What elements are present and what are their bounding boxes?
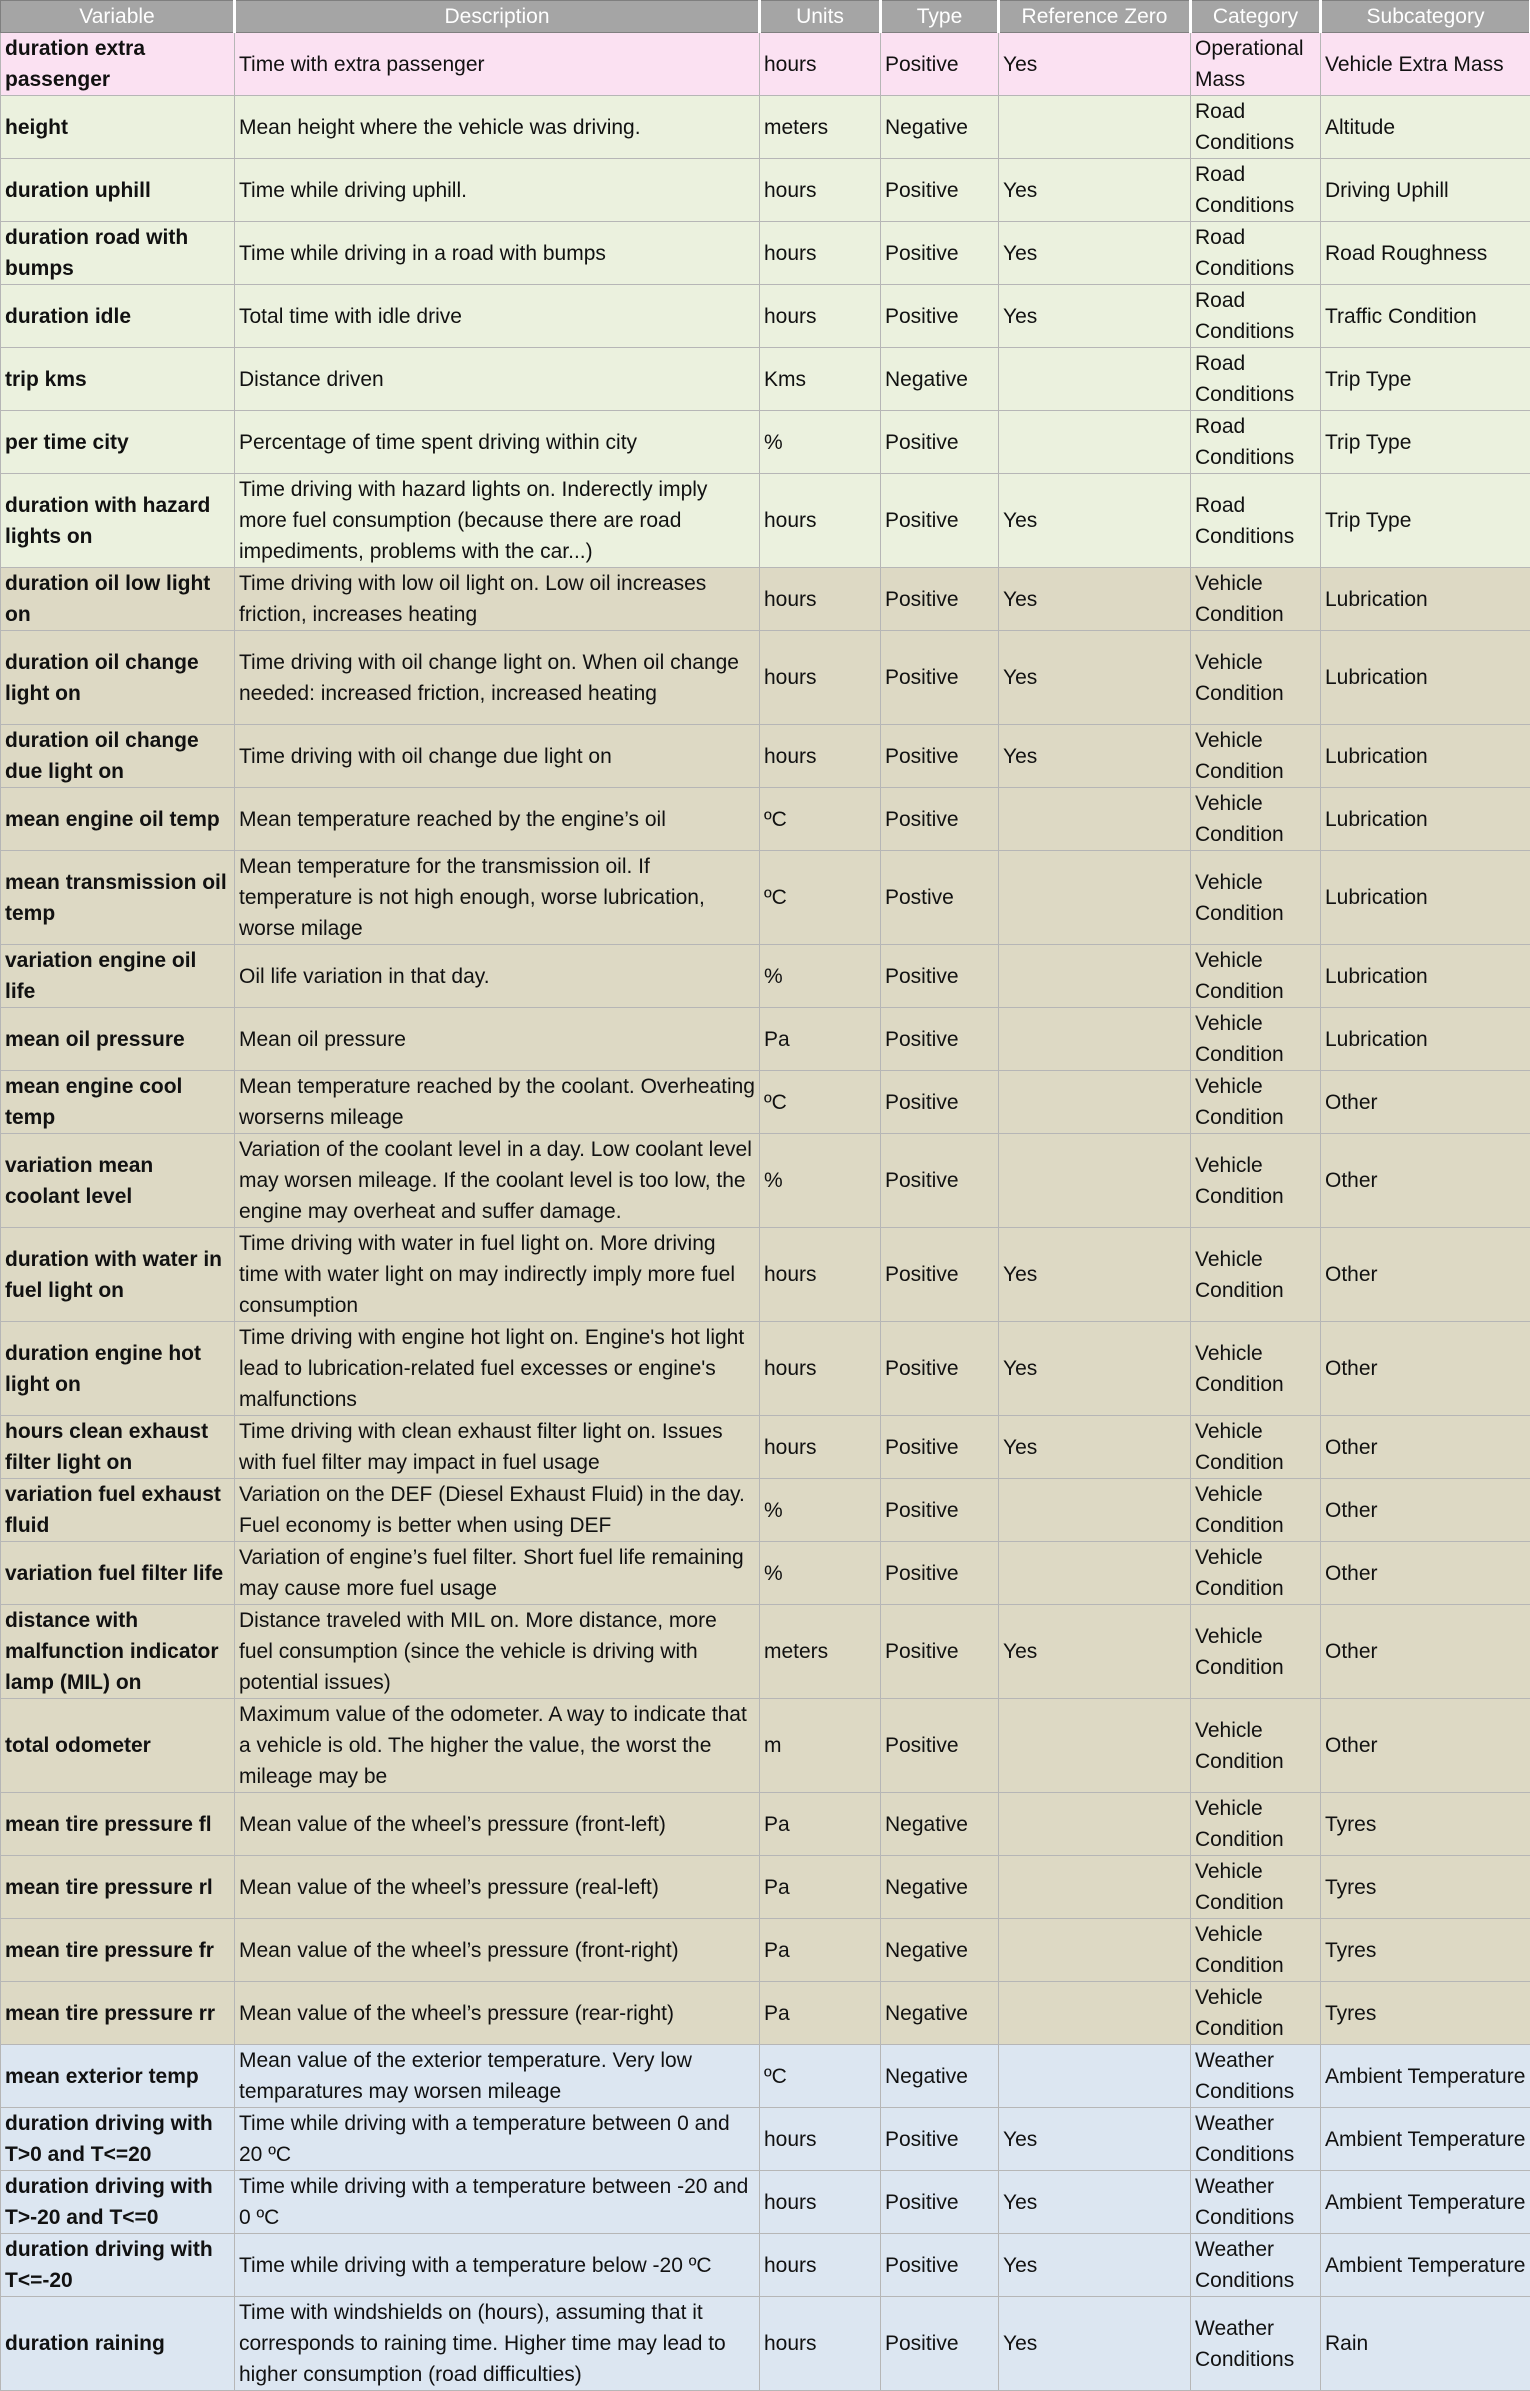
table-row [1, 568, 1530, 631]
table-row [1, 1228, 1530, 1322]
cell-description[interactable]: Mean value of the wheel’s pressure (rear-right) [235, 1982, 760, 2045]
cell-type[interactable]: Positive [881, 1479, 999, 1542]
cell-units[interactable]: hours [760, 631, 881, 725]
cell-category[interactable]: Vehicle Condition [1191, 631, 1321, 725]
cell-units[interactable]: % [760, 945, 881, 1008]
cell-type[interactable]: Positive [881, 474, 999, 568]
cell-description[interactable]: Maximum value of the odometer. A way to indicate that a vehicle is old. The higher the value, the worst the mileage may be [235, 1699, 760, 1793]
cell-type[interactable]: Negative [881, 96, 999, 159]
table-row [1, 1071, 1530, 1134]
cell-reference-zero[interactable]: Yes [999, 2108, 1191, 2171]
cell-category[interactable]: Road Conditions [1191, 96, 1321, 159]
cell-type[interactable]: Negative [881, 1793, 999, 1856]
cell-variable[interactable]: duration uphill [1, 159, 235, 222]
cell-variable[interactable]: duration driving with T>0 and T<=20 [1, 2108, 235, 2171]
cell-units[interactable]: % [760, 1479, 881, 1542]
cell-reference-zero[interactable]: Yes [999, 222, 1191, 285]
cell-description[interactable]: Mean temperature reached by the coolant. Overheating worserns mileage [235, 1071, 760, 1134]
cell-variable[interactable]: mean exterior temp [1, 2045, 235, 2108]
cell-reference-zero[interactable] [999, 1134, 1191, 1228]
cell-reference-zero[interactable] [999, 1008, 1191, 1071]
cell-subcategory[interactable]: Other [1321, 1416, 1530, 1479]
cell-type[interactable]: Negative [881, 1982, 999, 2045]
header-reference-zero[interactable]: Reference Zero [999, 1, 1191, 33]
cell-category[interactable]: Vehicle Condition [1191, 851, 1321, 945]
cell-reference-zero[interactable]: Yes [999, 2297, 1191, 2391]
cell-description[interactable]: Mean temperature for the transmission oil. If temperature is not high enough, worse lubrication, worse milage [235, 851, 760, 945]
cell-description[interactable]: Time driving with oil change due light on [235, 725, 760, 788]
cell-units[interactable]: Pa [760, 1919, 881, 1982]
table-row [1, 1605, 1530, 1699]
cell-reference-zero[interactable]: Yes [999, 285, 1191, 348]
cell-description[interactable]: Variation of engine’s fuel filter. Short fuel life remaining may cause more fuel usage [235, 1542, 760, 1605]
cell-type[interactable]: Positive [881, 411, 999, 474]
cell-description[interactable]: Time while driving in a road with bumps [235, 222, 760, 285]
cell-variable[interactable]: duration raining [1, 2297, 235, 2391]
cell-subcategory[interactable]: Other [1321, 1071, 1530, 1134]
cell-units[interactable]: hours [760, 33, 881, 96]
cell-subcategory[interactable]: Tyres [1321, 1982, 1530, 2045]
table-row [1, 2234, 1530, 2297]
table-row [1, 725, 1530, 788]
cell-type[interactable]: Positive [881, 1071, 999, 1134]
cell-description[interactable]: Mean oil pressure [235, 1008, 760, 1071]
cell-variable[interactable]: hours clean exhaust filter light on [1, 1416, 235, 1479]
cell-description[interactable]: Time driving with hazard lights on. Inderectly imply more fuel consumption (because there are road impediments, problems with the car...) [235, 474, 760, 568]
cell-subcategory[interactable]: Vehicle Extra Mass [1321, 33, 1530, 96]
cell-units[interactable]: meters [760, 1605, 881, 1699]
cell-category[interactable]: Vehicle Condition [1191, 1008, 1321, 1071]
cell-reference-zero[interactable] [999, 1542, 1191, 1605]
cell-subcategory[interactable]: Lubrication [1321, 851, 1530, 945]
cell-category[interactable]: Operational Mass [1191, 33, 1321, 96]
cell-category[interactable]: Vehicle Condition [1191, 1479, 1321, 1542]
cell-reference-zero[interactable]: Yes [999, 1322, 1191, 1416]
cell-units[interactable]: Pa [760, 1008, 881, 1071]
header-subcategory[interactable]: Subcategory [1321, 1, 1530, 33]
cell-subcategory[interactable]: Ambient Temperature [1321, 2234, 1530, 2297]
cell-category[interactable]: Weather Conditions [1191, 2171, 1321, 2234]
cell-units[interactable]: Pa [760, 1982, 881, 2045]
cell-subcategory[interactable]: Lubrication [1321, 725, 1530, 788]
cell-variable[interactable]: mean engine oil temp [1, 788, 235, 851]
table-row [1, 1542, 1530, 1605]
table-row [1, 411, 1530, 474]
cell-description[interactable]: Mean value of the wheel’s pressure (front-right) [235, 1919, 760, 1982]
cell-reference-zero[interactable]: Yes [999, 1228, 1191, 1322]
cell-variable[interactable]: variation mean coolant level [1, 1134, 235, 1228]
header-type[interactable]: Type [881, 1, 999, 33]
cell-units[interactable]: Kms [760, 348, 881, 411]
cell-units[interactable]: % [760, 1542, 881, 1605]
cell-variable[interactable]: duration oil low light on [1, 568, 235, 631]
cell-category[interactable]: Weather Conditions [1191, 2297, 1321, 2391]
cell-subcategory[interactable]: Other [1321, 1542, 1530, 1605]
cell-type[interactable]: Positive [881, 159, 999, 222]
cell-description[interactable]: Total time with idle drive [235, 285, 760, 348]
cell-category[interactable]: Vehicle Condition [1191, 1793, 1321, 1856]
cell-type[interactable]: Positive [881, 1134, 999, 1228]
cell-reference-zero[interactable]: Yes [999, 568, 1191, 631]
cell-subcategory[interactable]: Other [1321, 1228, 1530, 1322]
table-row [1, 1322, 1530, 1416]
table-row [1, 1479, 1530, 1542]
table-row [1, 348, 1530, 411]
cell-units[interactable]: hours [760, 568, 881, 631]
cell-units[interactable]: hours [760, 285, 881, 348]
cell-category[interactable]: Vehicle Condition [1191, 1856, 1321, 1919]
cell-units[interactable]: hours [760, 1228, 881, 1322]
cell-category[interactable]: Vehicle Condition [1191, 1071, 1321, 1134]
cell-description[interactable]: Oil life variation in that day. [235, 945, 760, 1008]
cell-subcategory[interactable]: Lubrication [1321, 788, 1530, 851]
cell-units[interactable]: ºC [760, 788, 881, 851]
table-row [1, 2297, 1530, 2391]
cell-reference-zero[interactable] [999, 788, 1191, 851]
cell-type[interactable]: Positive [881, 2171, 999, 2234]
cell-description[interactable]: Mean value of the wheel’s pressure (front-left) [235, 1793, 760, 1856]
cell-reference-zero[interactable] [999, 1071, 1191, 1134]
cell-type[interactable]: Positive [881, 1699, 999, 1793]
table-row [1, 159, 1530, 222]
cell-variable[interactable]: duration extra passenger [1, 33, 235, 96]
cell-type[interactable]: Positive [881, 2108, 999, 2171]
cell-type[interactable]: Positive [881, 1605, 999, 1699]
cell-subcategory[interactable]: Other [1321, 1479, 1530, 1542]
cell-description[interactable]: Time driving with water in fuel light on. More driving time with water light on may indirectly imply more fuel consumption [235, 1228, 760, 1322]
cell-variable[interactable]: mean tire pressure rr [1, 1982, 235, 2045]
table-row [1, 1008, 1530, 1071]
cell-category[interactable]: Road Conditions [1191, 348, 1321, 411]
cell-units[interactable]: hours [760, 159, 881, 222]
cell-description[interactable]: Time with extra passenger [235, 33, 760, 96]
cell-units[interactable]: hours [760, 1416, 881, 1479]
cell-units[interactable]: meters [760, 96, 881, 159]
cell-description[interactable]: Distance traveled with MIL on. More distance, more fuel consumption (since the vehicle is driving with potential issues) [235, 1605, 760, 1699]
cell-category[interactable]: Vehicle Condition [1191, 1134, 1321, 1228]
cell-category[interactable]: Road Conditions [1191, 159, 1321, 222]
cell-variable[interactable]: mean tire pressure rl [1, 1856, 235, 1919]
cell-category[interactable]: Vehicle Condition [1191, 1605, 1321, 1699]
cell-description[interactable]: Percentage of time spent driving within city [235, 411, 760, 474]
cell-subcategory[interactable]: Lubrication [1321, 945, 1530, 1008]
cell-subcategory[interactable]: Lubrication [1321, 568, 1530, 631]
table-row [1, 2108, 1530, 2171]
header-row [1, 1, 1530, 33]
cell-reference-zero[interactable]: Yes [999, 474, 1191, 568]
cell-type[interactable]: Positive [881, 631, 999, 725]
table-row [1, 33, 1530, 96]
cell-reference-zero[interactable] [999, 411, 1191, 474]
header-description[interactable]: Description [235, 1, 760, 33]
cell-category[interactable]: Weather Conditions [1191, 2234, 1321, 2297]
cell-category[interactable]: Road Conditions [1191, 285, 1321, 348]
cell-reference-zero[interactable] [999, 1479, 1191, 1542]
header-variable[interactable]: Variable [1, 1, 235, 33]
cell-variable[interactable]: duration engine hot light on [1, 1322, 235, 1416]
table-row [1, 945, 1530, 1008]
cell-units[interactable]: hours [760, 1322, 881, 1416]
cell-subcategory[interactable]: Lubrication [1321, 1008, 1530, 1071]
cell-subcategory[interactable]: Ambient Temperature [1321, 2045, 1530, 2108]
cell-type[interactable]: Positive [881, 2234, 999, 2297]
cell-variable[interactable]: duration with hazard lights on [1, 474, 235, 568]
cell-units[interactable]: ºC [760, 851, 881, 945]
table-row [1, 222, 1530, 285]
cell-subcategory[interactable]: Tyres [1321, 1919, 1530, 1982]
cell-reference-zero[interactable] [999, 1919, 1191, 1982]
cell-units[interactable]: hours [760, 2234, 881, 2297]
cell-reference-zero[interactable] [999, 851, 1191, 945]
cell-variable[interactable]: mean oil pressure [1, 1008, 235, 1071]
header-units[interactable]: Units [760, 1, 881, 33]
cell-subcategory[interactable]: Lubrication [1321, 631, 1530, 725]
cell-variable[interactable]: per time city [1, 411, 235, 474]
cell-category[interactable]: Vehicle Condition [1191, 788, 1321, 851]
table-row [1, 1856, 1530, 1919]
cell-variable[interactable]: duration idle [1, 285, 235, 348]
header-category[interactable]: Category [1191, 1, 1321, 33]
cell-reference-zero[interactable]: Yes [999, 159, 1191, 222]
cell-description[interactable]: Distance driven [235, 348, 760, 411]
table-row [1, 631, 1530, 725]
table-row [1, 788, 1530, 851]
cell-description[interactable]: Time while driving with a temperature below -20 ºC [235, 2234, 760, 2297]
cell-reference-zero[interactable] [999, 1699, 1191, 1793]
cell-variable[interactable]: duration driving with T<=-20 [1, 2234, 235, 2297]
cell-reference-zero[interactable]: Yes [999, 1605, 1191, 1699]
table-row [1, 1982, 1530, 2045]
cell-type[interactable]: Positive [881, 222, 999, 285]
cell-category[interactable]: Road Conditions [1191, 222, 1321, 285]
cell-type[interactable]: Postive [881, 851, 999, 945]
cell-category[interactable]: Vehicle Condition [1191, 1322, 1321, 1416]
cell-reference-zero[interactable] [999, 1982, 1191, 2045]
cell-units[interactable]: m [760, 1699, 881, 1793]
cell-variable[interactable]: duration driving with T>-20 and T<=0 [1, 2171, 235, 2234]
cell-subcategory[interactable]: Trip Type [1321, 474, 1530, 568]
cell-reference-zero[interactable] [999, 1856, 1191, 1919]
cell-description[interactable]: Time while driving with a temperature between 0 and 20 ºC [235, 2108, 760, 2171]
cell-reference-zero[interactable] [999, 96, 1191, 159]
cell-category[interactable]: Vehicle Condition [1191, 1699, 1321, 1793]
table-row [1, 2045, 1530, 2108]
cell-subcategory[interactable]: Road Roughness [1321, 222, 1530, 285]
cell-units[interactable]: Pa [760, 1856, 881, 1919]
cell-subcategory[interactable]: Tyres [1321, 1793, 1530, 1856]
cell-category[interactable]: Weather Conditions [1191, 2045, 1321, 2108]
cell-description[interactable]: Time driving with clean exhaust filter light on. Issues with fuel filter may impact in fuel usage [235, 1416, 760, 1479]
cell-variable[interactable]: trip kms [1, 348, 235, 411]
cell-reference-zero[interactable]: Yes [999, 2171, 1191, 2234]
cell-subcategory[interactable]: Ambient Temperature [1321, 2108, 1530, 2171]
cell-subcategory[interactable]: Ambient Temperature [1321, 2171, 1530, 2234]
table-row [1, 2171, 1530, 2234]
cell-type[interactable]: Positive [881, 1322, 999, 1416]
cell-subcategory[interactable]: Trip Type [1321, 411, 1530, 474]
cell-type[interactable]: Positive [881, 1542, 999, 1605]
cell-category[interactable]: Road Conditions [1191, 411, 1321, 474]
cell-units[interactable]: ºC [760, 2045, 881, 2108]
table-row [1, 1134, 1530, 1228]
cell-units[interactable]: ºC [760, 1071, 881, 1134]
cell-subcategory[interactable]: Altitude [1321, 96, 1530, 159]
cell-category[interactable]: Vehicle Condition [1191, 725, 1321, 788]
cell-category[interactable]: Vehicle Condition [1191, 945, 1321, 1008]
cell-type[interactable]: Positive [881, 285, 999, 348]
cell-subcategory[interactable]: Other [1321, 1322, 1530, 1416]
cell-description[interactable]: Variation of the coolant level in a day. Low coolant level may worsen mileage. If the coolant level is too low, the engine may overheat and suffer damage. [235, 1134, 760, 1228]
cell-description[interactable]: Time with windshields on (hours), assuming that it corresponds to raining time. Higher time may lead to higher consumption (road difficulties) [235, 2297, 760, 2391]
table-row [1, 1793, 1530, 1856]
cell-description[interactable]: Mean value of the wheel’s pressure (real-left) [235, 1856, 760, 1919]
cell-units[interactable]: % [760, 1134, 881, 1228]
cell-subcategory[interactable]: Other [1321, 1134, 1530, 1228]
cell-units[interactable]: hours [760, 2108, 881, 2171]
table-row [1, 285, 1530, 348]
cell-category[interactable]: Vehicle Condition [1191, 568, 1321, 631]
table-row [1, 1699, 1530, 1793]
cell-description[interactable]: Time driving with low oil light on. Low oil increases friction, increases heating [235, 568, 760, 631]
cell-type[interactable]: Negative [881, 348, 999, 411]
cell-category[interactable]: Road Conditions [1191, 474, 1321, 568]
cell-subcategory[interactable]: Driving Uphill [1321, 159, 1530, 222]
cell-description[interactable]: Time driving with engine hot light on. Engine's hot light lead to lubrication-related fuel excesses or engine's malfunctions [235, 1322, 760, 1416]
cell-variable[interactable]: variation fuel filter life [1, 1542, 235, 1605]
cell-variable[interactable]: mean tire pressure fl [1, 1793, 235, 1856]
cell-subcategory[interactable]: Rain [1321, 2297, 1530, 2391]
cell-reference-zero[interactable] [999, 2045, 1191, 2108]
cell-reference-zero[interactable] [999, 1793, 1191, 1856]
cell-category[interactable]: Vehicle Condition [1191, 1416, 1321, 1479]
cell-variable[interactable]: variation fuel exhaust fluid [1, 1479, 235, 1542]
table-row [1, 1416, 1530, 1479]
table-row [1, 474, 1530, 568]
cell-subcategory[interactable]: Other [1321, 1605, 1530, 1699]
cell-variable[interactable]: mean tire pressure fr [1, 1919, 235, 1982]
cell-units[interactable]: hours [760, 222, 881, 285]
cell-variable[interactable]: duration with water in fuel light on [1, 1228, 235, 1322]
cell-variable[interactable]: distance with malfunction indicator lamp (MIL) on [1, 1605, 235, 1699]
cell-reference-zero[interactable] [999, 348, 1191, 411]
cell-type[interactable]: Positive [881, 945, 999, 1008]
table-body [1, 33, 1530, 2391]
cell-description[interactable]: Mean height where the vehicle was driving. [235, 96, 760, 159]
cell-category[interactable]: Vehicle Condition [1191, 1228, 1321, 1322]
cell-category[interactable]: Vehicle Condition [1191, 1919, 1321, 1982]
cell-variable[interactable]: duration road with bumps [1, 222, 235, 285]
cell-units[interactable]: hours [760, 474, 881, 568]
cell-type[interactable]: Positive [881, 1228, 999, 1322]
table-row [1, 96, 1530, 159]
cell-variable[interactable]: duration oil change light on [1, 631, 235, 725]
cell-type[interactable]: Negative [881, 2045, 999, 2108]
cell-variable[interactable]: duration oil change due light on [1, 725, 235, 788]
cell-variable[interactable]: height [1, 96, 235, 159]
cell-reference-zero[interactable]: Yes [999, 631, 1191, 725]
table-row [1, 1919, 1530, 1982]
cell-type[interactable]: Positive [881, 568, 999, 631]
cell-variable[interactable]: variation engine oil life [1, 945, 235, 1008]
cell-description[interactable]: Time while driving uphill. [235, 159, 760, 222]
cell-description[interactable]: Variation on the DEF (Diesel Exhaust Fluid) in the day. Fuel economy is better when using DEF [235, 1479, 760, 1542]
cell-subcategory[interactable]: Other [1321, 1699, 1530, 1793]
cell-units[interactable]: hours [760, 2297, 881, 2391]
cell-variable[interactable]: mean engine cool temp [1, 1071, 235, 1134]
cell-variable[interactable]: mean transmission oil temp [1, 851, 235, 945]
cell-type[interactable]: Positive [881, 2297, 999, 2391]
cell-category[interactable]: Weather Conditions [1191, 2108, 1321, 2171]
cell-reference-zero[interactable]: Yes [999, 33, 1191, 96]
cell-reference-zero[interactable] [999, 945, 1191, 1008]
cell-reference-zero[interactable]: Yes [999, 1416, 1191, 1479]
cell-variable[interactable]: total odometer [1, 1699, 235, 1793]
cell-type[interactable]: Positive [881, 725, 999, 788]
cell-type[interactable]: Positive [881, 1416, 999, 1479]
cell-type[interactable]: Positive [881, 1008, 999, 1071]
cell-units[interactable]: % [760, 411, 881, 474]
cell-subcategory[interactable]: Tyres [1321, 1856, 1530, 1919]
cell-category[interactable]: Vehicle Condition [1191, 1542, 1321, 1605]
cell-type[interactable]: Negative [881, 1919, 999, 1982]
cell-category[interactable]: Vehicle Condition [1191, 1982, 1321, 2045]
cell-description[interactable]: Mean value of the exterior temperature. Very low temparatures may worsen mileage [235, 2045, 760, 2108]
cell-units[interactable]: Pa [760, 1793, 881, 1856]
cell-description[interactable]: Time while driving with a temperature between -20 and 0 ºC [235, 2171, 760, 2234]
cell-type[interactable]: Negative [881, 1856, 999, 1919]
cell-reference-zero[interactable]: Yes [999, 2234, 1191, 2297]
cell-type[interactable]: Positive [881, 33, 999, 96]
cell-description[interactable]: Mean temperature reached by the engine’s oil [235, 788, 760, 851]
cell-reference-zero[interactable]: Yes [999, 725, 1191, 788]
cell-units[interactable]: hours [760, 725, 881, 788]
cell-type[interactable]: Positive [881, 788, 999, 851]
table-row [1, 851, 1530, 945]
cell-subcategory[interactable]: Traffic Condition [1321, 285, 1530, 348]
cell-subcategory[interactable]: Trip Type [1321, 348, 1530, 411]
cell-description[interactable]: Time driving with oil change light on. When oil change needed: increased friction, increased heating [235, 631, 760, 725]
cell-units[interactable]: hours [760, 2171, 881, 2234]
